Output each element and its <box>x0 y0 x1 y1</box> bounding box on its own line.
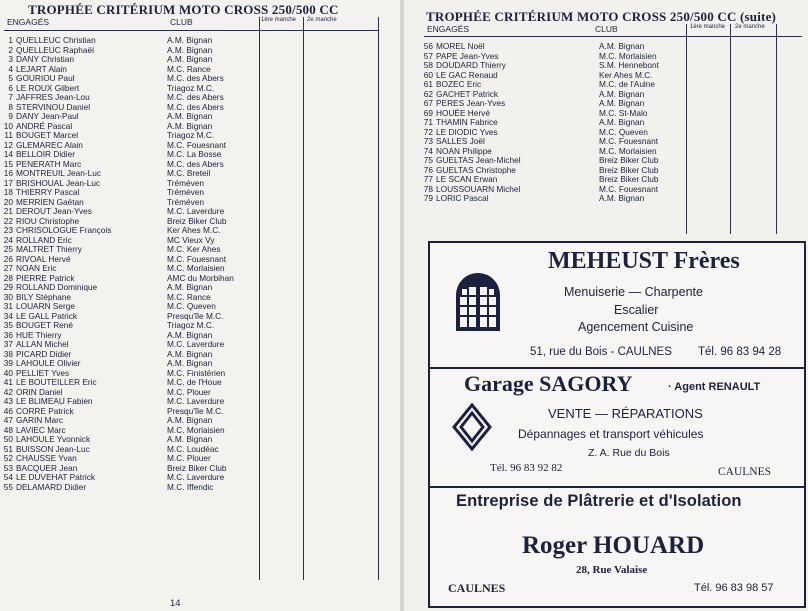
entry-club: M.C. des Abers <box>167 158 224 169</box>
entry-name: ORIN Daniel <box>16 386 63 397</box>
entry-club: M.C. La Bosse <box>167 149 222 159</box>
entry-name: MOREL Noël <box>436 41 485 51</box>
entry-name: LE BOUTEILLER Eric <box>16 377 97 387</box>
entry-name: ROLLAND Eric <box>16 234 72 245</box>
entry-number: 79 <box>423 193 433 203</box>
entry-name: BRISHOUAL Jean-Luc <box>16 177 101 188</box>
entry-name: STERVINOU Daniel <box>16 101 91 112</box>
entry-club: A.M. Bignan <box>167 415 213 425</box>
entry-club: Tréméven <box>167 187 205 197</box>
entry-number: 40 <box>3 367 13 378</box>
header-club: CLUB <box>170 17 193 27</box>
arched-window-icon <box>454 273 502 333</box>
entry-club: M.C. des Abers <box>167 73 224 83</box>
header-engages: ENGAGÉS <box>7 17 50 27</box>
ad-address: Z. A. Rue du Bois <box>588 447 670 459</box>
entry-name: HUE Thierry <box>16 329 62 340</box>
entry-number: 53 <box>3 462 13 473</box>
ad-headline: Entreprise de Plâtrerie et d'Isolation <box>456 492 742 510</box>
entry-number: 42 <box>3 386 13 397</box>
ad-phone: Tél. 96 83 98 57 <box>694 582 774 594</box>
entry-name: CHRISOLOGUE François <box>16 225 112 235</box>
entry-name: PICARD Didier <box>16 348 72 359</box>
entry-club: M.C. Morlaisien <box>167 424 225 435</box>
entry-number: 25 <box>3 244 13 254</box>
column-divider <box>378 17 379 580</box>
entry-number: 52 <box>3 453 13 463</box>
entry-number: 10 <box>3 120 13 131</box>
entry-name: LE GALL Patrick <box>16 310 78 321</box>
entry-name: THAMIN Fabrice <box>436 117 498 127</box>
page-title: TROPHÉE CRITÉRIUM MOTO CROSS 250/500 CC (suite) <box>426 9 777 24</box>
entry-name: BACQUER Jean <box>16 462 78 473</box>
entry-name: MALTRET Thierry <box>16 244 82 254</box>
entry-club: A.M. Bignan <box>599 88 645 99</box>
entry-number: 2 <box>8 44 13 55</box>
entry-number: 51 <box>3 443 13 454</box>
header-manche-2: 2e manche <box>735 24 765 30</box>
entry-club: Presqu'île M.C. <box>167 405 224 416</box>
entry-number: 8 <box>8 101 13 112</box>
ad-town: CAULNES <box>448 581 506 595</box>
entry-name: RIOU Christophe <box>16 215 80 226</box>
entry-club: A.M. Bignan <box>599 117 645 127</box>
ad-company-name: Roger HOUARD <box>522 532 705 559</box>
entry-number: 76 <box>423 164 433 175</box>
entry-club: M.C. Laverdure <box>167 206 225 216</box>
entry-number: 34 <box>3 310 13 321</box>
entry-number: 50 <box>3 434 13 444</box>
entry-number: 30 <box>3 291 13 302</box>
entry-club: M.C. Fouesnant <box>167 139 227 150</box>
entry-name: BUISSON Jean-Luc <box>16 443 90 454</box>
entry-number: 41 <box>3 377 13 387</box>
entry-name: LE ROUX Gilbert <box>16 82 80 93</box>
entry-club: M.C. Fouesnant <box>599 183 659 194</box>
entry-name: BOUGET René <box>16 320 74 330</box>
entry-name: PELLIET Yves <box>16 367 70 378</box>
entry-name: GACHET Patrick <box>436 88 499 99</box>
entry-club: A.M. Bignan <box>167 111 213 121</box>
ad-address: 51, rue du Bois - CAULNES <box>530 346 672 358</box>
entry-number: 69 <box>423 107 433 118</box>
entry-name: PAPE Jean-Yves <box>436 50 499 61</box>
entry-number: 5 <box>8 73 13 83</box>
entry-club: M.C. Morlaisien <box>599 145 657 156</box>
entry-number: 3 <box>8 54 13 64</box>
entry-club: A.M. Bignan <box>599 193 645 203</box>
entry-number: 14 <box>3 149 13 159</box>
entry-club: Breiz Biker Club <box>167 462 227 473</box>
entry-name: GUELTAS Christophe <box>436 164 516 175</box>
entry-name: GUELTAS Jean-Michel <box>436 155 521 165</box>
entry-number: 27 <box>3 263 13 273</box>
entry-row <box>2 483 258 493</box>
entry-number: 24 <box>3 234 13 245</box>
entry-number: 78 <box>423 183 433 194</box>
entry-number: 58 <box>423 60 433 70</box>
column-divider <box>259 17 260 580</box>
entry-club: Breiz Biker Club <box>599 164 659 175</box>
entry-number: 61 <box>423 79 433 89</box>
entry-name: NOAN Eric <box>16 263 57 273</box>
entry-number: 72 <box>423 126 433 137</box>
entry-club: M.C. Iffendic <box>167 481 214 492</box>
entries-list <box>422 42 684 204</box>
entry-club: M.C. Ker Ahes <box>167 244 221 254</box>
ad-company-name: MEHEUST Frères <box>548 248 740 274</box>
entry-name: BOZEC Eric <box>436 79 482 89</box>
entry-number: 23 <box>3 225 13 235</box>
entry-name: THIERRY Pascal <box>16 187 80 197</box>
entry-number: 71 <box>423 117 433 127</box>
entry-number: 56 <box>423 41 433 51</box>
entry-number: 55 <box>3 481 13 492</box>
entry-number: 60 <box>423 69 433 80</box>
entry-club: Triagoz M.C. <box>167 130 215 140</box>
ad-phone: Tél. 96 83 92 82 <box>490 462 563 474</box>
entry-number: 62 <box>423 88 433 99</box>
entry-number: 26 <box>3 253 13 264</box>
entry-name: LE SCAN Erwan <box>436 174 498 184</box>
entry-club: M.C. Morlaisien <box>599 50 657 61</box>
ad-address: 28, Rue Valaise <box>576 564 648 576</box>
entry-name: DANY Christian <box>16 54 74 64</box>
entry-number: 12 <box>3 139 13 150</box>
entry-club: M.C. Queven <box>599 126 648 137</box>
entry-club: M.C. Breteil <box>167 168 211 178</box>
entry-club: S.M. Hennebont <box>599 60 659 70</box>
entry-number: 4 <box>8 63 13 74</box>
renault-logo-icon <box>452 403 492 451</box>
entry-club: Breiz Biker Club <box>599 174 659 184</box>
entry-name: LAHOULE Olivier <box>16 358 81 368</box>
entry-club: Ker Ahes M.C. <box>167 225 221 235</box>
entry-club: A.M. Bignan <box>167 120 213 131</box>
ad-meheust <box>428 241 806 369</box>
entry-club: M.C. Fouesnant <box>167 253 227 264</box>
column-divider <box>730 24 731 234</box>
entry-number: 1 <box>8 35 13 45</box>
entry-club: A.M. Bignan <box>599 41 645 51</box>
ad-service-line: Escalier <box>614 303 659 317</box>
entry-number: 9 <box>8 111 13 121</box>
column-divider <box>686 24 687 234</box>
entry-number: 31 <box>3 301 13 311</box>
entry-number: 36 <box>3 329 13 340</box>
entry-club: M.C. Rance <box>167 63 211 74</box>
entry-club: A.M. Bignan <box>167 434 213 444</box>
entry-name: LORIC Pascal <box>436 193 489 203</box>
entry-club: Triagoz M.C. <box>167 320 215 330</box>
entry-number: 77 <box>423 174 433 184</box>
entry-name: LOUARN Serge <box>16 301 76 311</box>
entry-club: M.C. St-Malo <box>599 107 648 118</box>
entry-name: LE DIODIC Yves <box>436 126 498 137</box>
entry-club: MC Vieux Vy <box>167 234 215 245</box>
entry-name: PERES Jean-Yves <box>436 98 506 108</box>
entry-name: QUELLEUC Christian <box>16 35 96 45</box>
entry-club: M.C. Morlaisien <box>167 263 225 273</box>
entry-number: 48 <box>3 424 13 435</box>
entry-name: LAHOULE Yvonnick <box>16 434 91 444</box>
entry-name: DOUDARD Thierry <box>436 60 506 70</box>
entry-name: GARIN Marc <box>16 415 64 425</box>
entry-club: A.M. Bignan <box>167 54 213 64</box>
entry-name: BOUGET Marcel <box>16 130 79 140</box>
entry-name: CHAUSSE Yvan <box>16 453 77 463</box>
entry-name: LOUSSOUARN Michel <box>436 183 521 194</box>
entry-number: 57 <box>423 50 433 61</box>
entry-club: A.M. Bignan <box>167 358 213 368</box>
entry-name: BELLOIR Didier <box>16 149 76 159</box>
entry-name: GOURIOU Paul <box>16 73 75 83</box>
entry-number: 75 <box>423 155 433 165</box>
entry-club: M.C. Laverdure <box>167 396 225 406</box>
entry-club: Ker Ahes M.C. <box>599 69 653 80</box>
header-manche-1: 1ère manche <box>261 17 297 23</box>
entry-name: QUELLEUC Raphaël <box>16 44 94 55</box>
entry-name: JAFFRES Jean-Lou <box>16 92 90 102</box>
entry-number: 7 <box>8 92 13 102</box>
entry-club: M.C. Laverdure <box>167 472 225 482</box>
column-divider <box>776 24 777 234</box>
ad-houard <box>428 486 806 608</box>
entry-number: 67 <box>423 98 433 108</box>
entry-number: 47 <box>3 415 13 425</box>
entry-name: DEROUT Jean-Yves <box>16 206 92 216</box>
header-engages: ENGAGÉS <box>427 24 470 34</box>
page-title: TROPHÉE CRITÉRIUM MOTO CROSS 250/500 CC <box>28 2 339 17</box>
header-club: CLUB <box>595 24 618 34</box>
entry-name: SALLES Joël <box>436 136 485 146</box>
header-rule <box>4 30 378 31</box>
entry-name: ANDRÉ Pascal <box>16 120 73 131</box>
ad-service-line: VENTE — RÉPARATIONS <box>548 406 703 421</box>
entry-name: RIVOAL Hervé <box>16 253 71 264</box>
entry-club: M.C. Rance <box>167 291 211 302</box>
entry-club: Tréméven <box>167 196 205 207</box>
entry-name: ROLLAND Dominique <box>16 282 98 292</box>
ad-company-name: Garage SAGORY <box>464 371 633 396</box>
entry-name: BILY Stéphane <box>16 291 72 302</box>
entry-number: 17 <box>3 177 13 188</box>
entry-number: 73 <box>423 136 433 146</box>
entry-club: M.C. de l'Aulne <box>599 79 655 89</box>
entry-name: LAVIEC Marc <box>16 424 66 435</box>
entry-club: M.C. Queven <box>167 301 216 311</box>
ad-sagory <box>428 367 806 490</box>
entry-club: Tréméven <box>167 177 205 188</box>
column-divider <box>303 17 304 580</box>
entry-number: 38 <box>3 348 13 359</box>
entry-name: LE BLIMEAU Fabien <box>16 396 93 406</box>
entry-name: ALLAN Michel <box>16 339 69 349</box>
entry-number: 74 <box>423 145 433 156</box>
entry-number: 6 <box>8 82 13 93</box>
entries-list <box>2 36 258 492</box>
ad-town: CAULNES <box>718 466 772 478</box>
entry-name: LE GAC Renaud <box>436 69 498 80</box>
entry-name: DANY Jean-Paul <box>16 111 79 121</box>
entry-name: LE DUVEHAT Patrick <box>16 472 95 482</box>
header-manche-1: 1ère manche <box>690 24 726 30</box>
entry-name: GLEMAREC Alain <box>16 139 83 150</box>
entry-club: A.M. Bignan <box>167 35 213 45</box>
entry-number: 22 <box>3 215 13 226</box>
entry-row <box>422 194 684 204</box>
entry-number: 37 <box>3 339 13 349</box>
entry-club: M.C. Fouesnant <box>599 136 659 146</box>
entry-number: 46 <box>3 405 13 416</box>
header-rule <box>424 36 802 37</box>
entry-club: M.C. de l'Houe <box>167 377 222 387</box>
entry-number: 29 <box>3 282 13 292</box>
entry-club: Presqu'île M.C. <box>167 310 224 321</box>
entry-name: CORRE Patrick <box>16 405 74 416</box>
entry-number: 20 <box>3 196 13 207</box>
entry-number: 28 <box>3 272 13 283</box>
ad-agent-label: · Agent RENAULT <box>668 381 761 393</box>
entry-club: Triagoz M.C. <box>167 82 215 93</box>
entry-number: 21 <box>3 206 13 216</box>
entry-name: HOUÉE Hervé <box>436 107 490 118</box>
page-number: 14 <box>170 598 181 609</box>
ad-service-line: Menuiserie — Charpente <box>564 285 703 299</box>
entry-club: Breiz Biker Club <box>167 215 227 226</box>
ad-service-line: Agencement Cuisine <box>578 320 694 334</box>
entry-number: 39 <box>3 358 13 368</box>
ad-service-line: Dépannages et transport véhicules <box>518 427 704 441</box>
entry-club: M.C. Laverdure <box>167 339 225 349</box>
entry-club: M.C. des Abers <box>167 92 224 102</box>
entry-club: A.M. Bignan <box>167 348 213 359</box>
entry-club: M.C. Plouer <box>167 386 211 397</box>
entry-number: 15 <box>3 158 13 169</box>
ad-phone: Tél. 96 83 94 28 <box>698 346 782 358</box>
entry-club: M.C. des Abers <box>167 101 224 112</box>
entry-number: 54 <box>3 472 13 482</box>
left-page <box>0 0 400 611</box>
entry-club: A.M. Bignan <box>167 282 213 292</box>
entry-number: 11 <box>4 130 13 140</box>
entry-club: A.M. Bignan <box>599 98 645 108</box>
entry-number: 16 <box>3 168 13 178</box>
entry-number: 35 <box>3 320 13 330</box>
entry-name: PIERRE Patrick <box>16 272 75 283</box>
entry-name: DELAMARD Didier <box>16 481 87 492</box>
entry-club: M.C. Plouer <box>167 453 211 463</box>
entry-club: M.C. Loudéac <box>167 443 219 454</box>
entry-club: A.M. Bignan <box>167 329 213 340</box>
entry-number: 43 <box>3 396 13 406</box>
entry-club: Breiz Biker Club <box>599 155 659 165</box>
entry-club: AMC du Morbihan <box>167 272 234 283</box>
entry-club: A.M. Bignan <box>167 44 213 55</box>
entry-club: M.C. Finistérien <box>167 367 226 378</box>
entry-number: 18 <box>3 187 13 197</box>
entry-name: PENERATH Marc <box>16 158 82 169</box>
entry-name: LEJART Alain <box>16 63 67 74</box>
entry-name: NOAN Philippe <box>436 145 492 156</box>
entry-name: MERRIEN Gaëtan <box>16 196 84 207</box>
entry-name: MONTREUIL Jean-Luc <box>16 168 101 178</box>
header-manche-2: 2e manche <box>307 17 337 23</box>
